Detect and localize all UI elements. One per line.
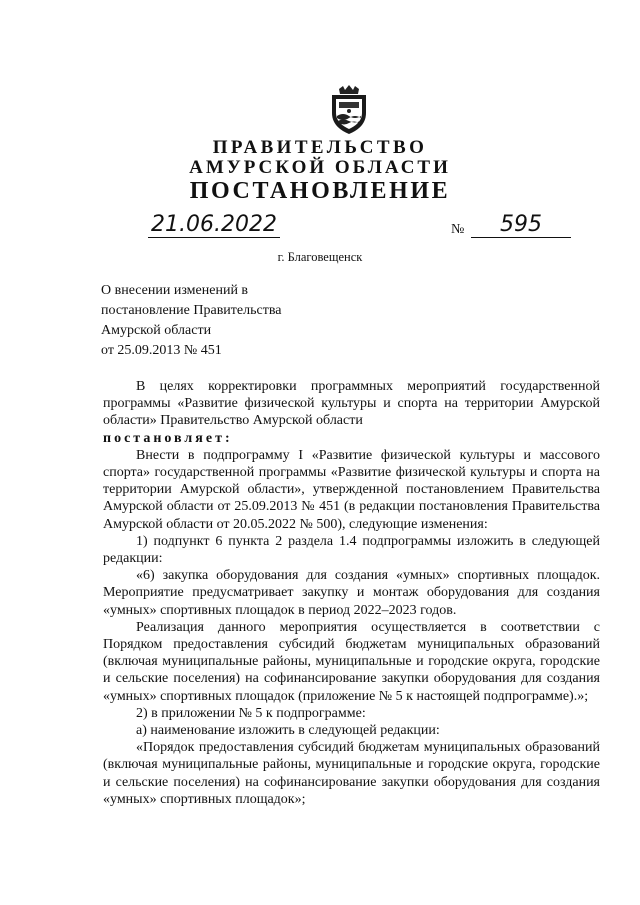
intro-paragraph: В целях корректировки программных мероприятий государственной программы «Развитие физической культуры и спорта на территории Амурской области» Правительство Амурской области — [103, 379, 600, 429]
number-label: № — [451, 222, 465, 237]
city-name: г. Благовещенск — [277, 250, 363, 264]
subject-line: Амурской области — [101, 323, 212, 338]
body-paragraph: 2) в приложении № 5 к подпрограмме: — [136, 705, 366, 721]
body-paragraph: Реализация данного мероприятия осуществляется в соответствии с Порядком предоставления субсидий бюджетам муниципальных образований (включая муниципальные районы, муниципальные и городские округа, городские и сельские поселения) на софинансирование закупки оборудования для создания «умных» спортивных площадок (приложение № 5 к настоящей подпрограмме).»; — [103, 619, 600, 704]
body-paragraph: 1) подпункт 6 пункта 2 раздела 1.4 подпрограммы изложить в следующей редакции: — [103, 533, 600, 567]
document-body — [103, 378, 600, 808]
subject-line: от 25.09.2013 № 451 — [101, 343, 222, 358]
body-paragraph: а) наименование изложить в следующей редакции: — [136, 723, 440, 739]
subject-line: О внесении изменений в — [101, 283, 249, 298]
document-type-title: ПОСТАНОВЛЕНИЕ — [189, 178, 451, 204]
document-number: 595 — [471, 214, 571, 238]
body-paragraph: Внести в подпрограмму I «Развитие физической культуры и массового спорта» государственной программы «Развитие физической культуры и спорта на территории Амурской области», утвержденной постановлением Правительства Амурской области от 25.09.2013 № 451 (в редакции постановления Правительства Амурской области от 20.05.2022 № 500), следующие изменения: — [103, 447, 600, 532]
document-date: 21.06.2022 — [148, 214, 280, 238]
body-paragraph: «6) закупка оборудования для создания «умных» спортивных площадок. Мероприятие предусматривает закупку и монтаж оборудования для создания «умных» спортивных площадок в период 2022–2023 годов. — [103, 568, 600, 618]
body-paragraph: «Порядок предоставления субсидий бюджетам муниципальных образований (включая муниципальные районы, муниципальные и городские округа, городские и сельские поселения) на софинансирование закупки оборудования для создания «умных» спортивных площадок»; — [103, 740, 600, 807]
resolves-heading: постановляет: — [103, 430, 233, 446]
coat-of-arms-emblem — [327, 85, 371, 135]
subject-line: постановление Правительства — [101, 303, 282, 318]
document-subject — [101, 281, 281, 361]
organization-name-line1: ПРАВИТЕЛЬСТВО — [212, 137, 428, 158]
organization-name-line2: АМУРСКОЙ ОБЛАСТИ — [189, 157, 451, 178]
